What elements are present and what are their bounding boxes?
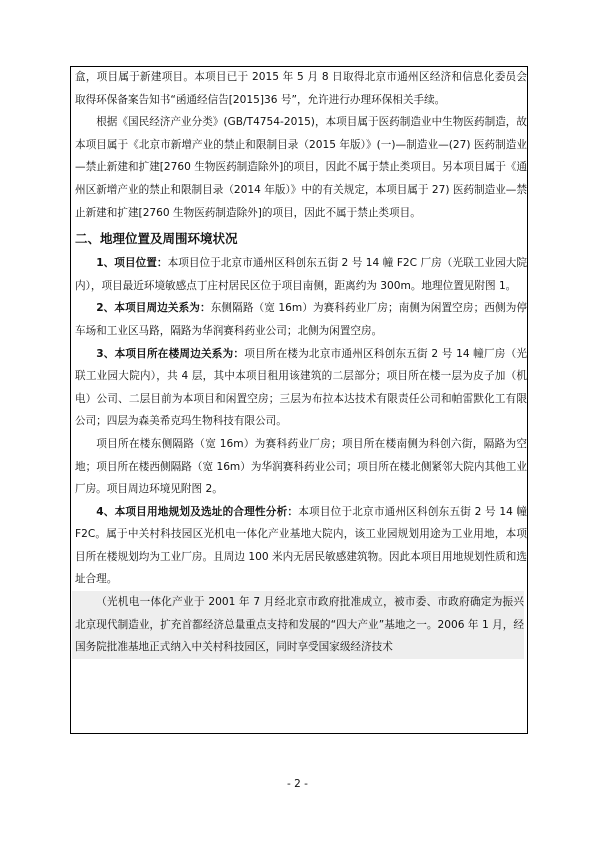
item-text: 本项目位于北京市通州区科创东五街 2 号 14 幢 F2C 厂房（光联工业园大院内），项目最近环境敏感点丁庄村居民区位于项目南侧，距离约为 300m。地理位置见附图 1。 — [75, 257, 527, 292]
item-heading: 4、本项目用地规划及选址的合理性分析： — [96, 505, 299, 518]
item-heading: 2、本项目周边关系为： — [96, 302, 211, 315]
item-heading: 3、本项目所在楼周边关系为： — [96, 347, 245, 360]
document-body — [75, 66, 527, 659]
section-title: 二、地理位置及周围环境状况 — [75, 231, 238, 247]
paragraph-industry-base-note: （光机电一体化产业于 2001 年 7 月经北京市政府批准成立，被市委、市政府确定为振兴北京现代制造业，扩充首都经济总量重点支持和发展的“四大产业”基地之一。2006 年 1 月，经国务院批准基地正式纳入中关村科技园区，同时享受国家级经济技术 — [72, 591, 524, 659]
paragraph-building-sides: 项目所在楼东侧隔路（宽 16m）为赛科药业厂房；项目所在楼南侧为科创六街，隔路为空地；项目所在楼西侧隔路（宽 16m）为华润赛科药业公司；项目所在楼北侧紧邻大院内其他工业厂房。项目周边环境见附图 2。 — [75, 437, 527, 496]
item-building-surroundings — [75, 343, 527, 433]
item-text: 东侧隔路（宽 16m）为赛科药业厂房；南侧为闲置空房；西侧为停车场和工业区马路，隔路为华润赛科药业公司；北侧为闲置空房。 — [75, 302, 527, 337]
paragraph-industry-classification: 根据《国民经济产业分类》(GB/T4754-2015)，本项目属于医药制造业中生物医药制造，故本项目属于《北京市新增产业的禁止和限制目录（2015 年版）》(一)—制造业—(27) 医药制造业—禁止新建和扩建[2760 生物医药制造除外]的项目，因此不属于禁止类项目。另本项目属于《通州区新增产业的禁止和限制目录（2014 年版）》中的有关规定，本项目属于 27) 医药制造业—禁止新建和扩建[2760 生物医药制造除外]的项目，因此不属于禁止类项目。 — [75, 116, 527, 219]
paragraph-approval: 盒，项目属于新建项目。本项目已于 2015 年 5 月 8 日取得北京市通州区经济和信息化委员会取得环保备案告知书“函通经信告[2015]36 号”，允许进行办理环保相关手续。 — [75, 71, 527, 106]
item-surroundings — [75, 297, 527, 342]
item-heading: 1、项目位置： — [96, 257, 168, 270]
item-project-location — [75, 252, 527, 297]
item-land-use-analysis — [75, 501, 527, 591]
item-text: 项目所在楼为北京市通州区科创东五街 2 号 14 幢厂房（光联工业园大院内），共 4 层，其中本项目租用该建筑的二层部分；项目所在楼一层为皮子加（机电）公司、二层目前为本项目和闲置空房；三层为布拉本达技术有限责任公司和帕雷默化工有限公司；四层为森美希克玛生物科技有限公司。 — [75, 347, 527, 428]
page-number: - 2 - — [287, 778, 308, 790]
item-text: 本项目位于北京市通州区科创东五街 2 号 14 幢 F2C。属于中关村科技园区光机电一体化产业基地大院内，该工业园规划用途为工业用地，本项目所在楼规划均为工业厂房。且周边 100 米内无居民敏感建筑物。因此本项目用地规划性质和选址合理。 — [75, 505, 527, 586]
